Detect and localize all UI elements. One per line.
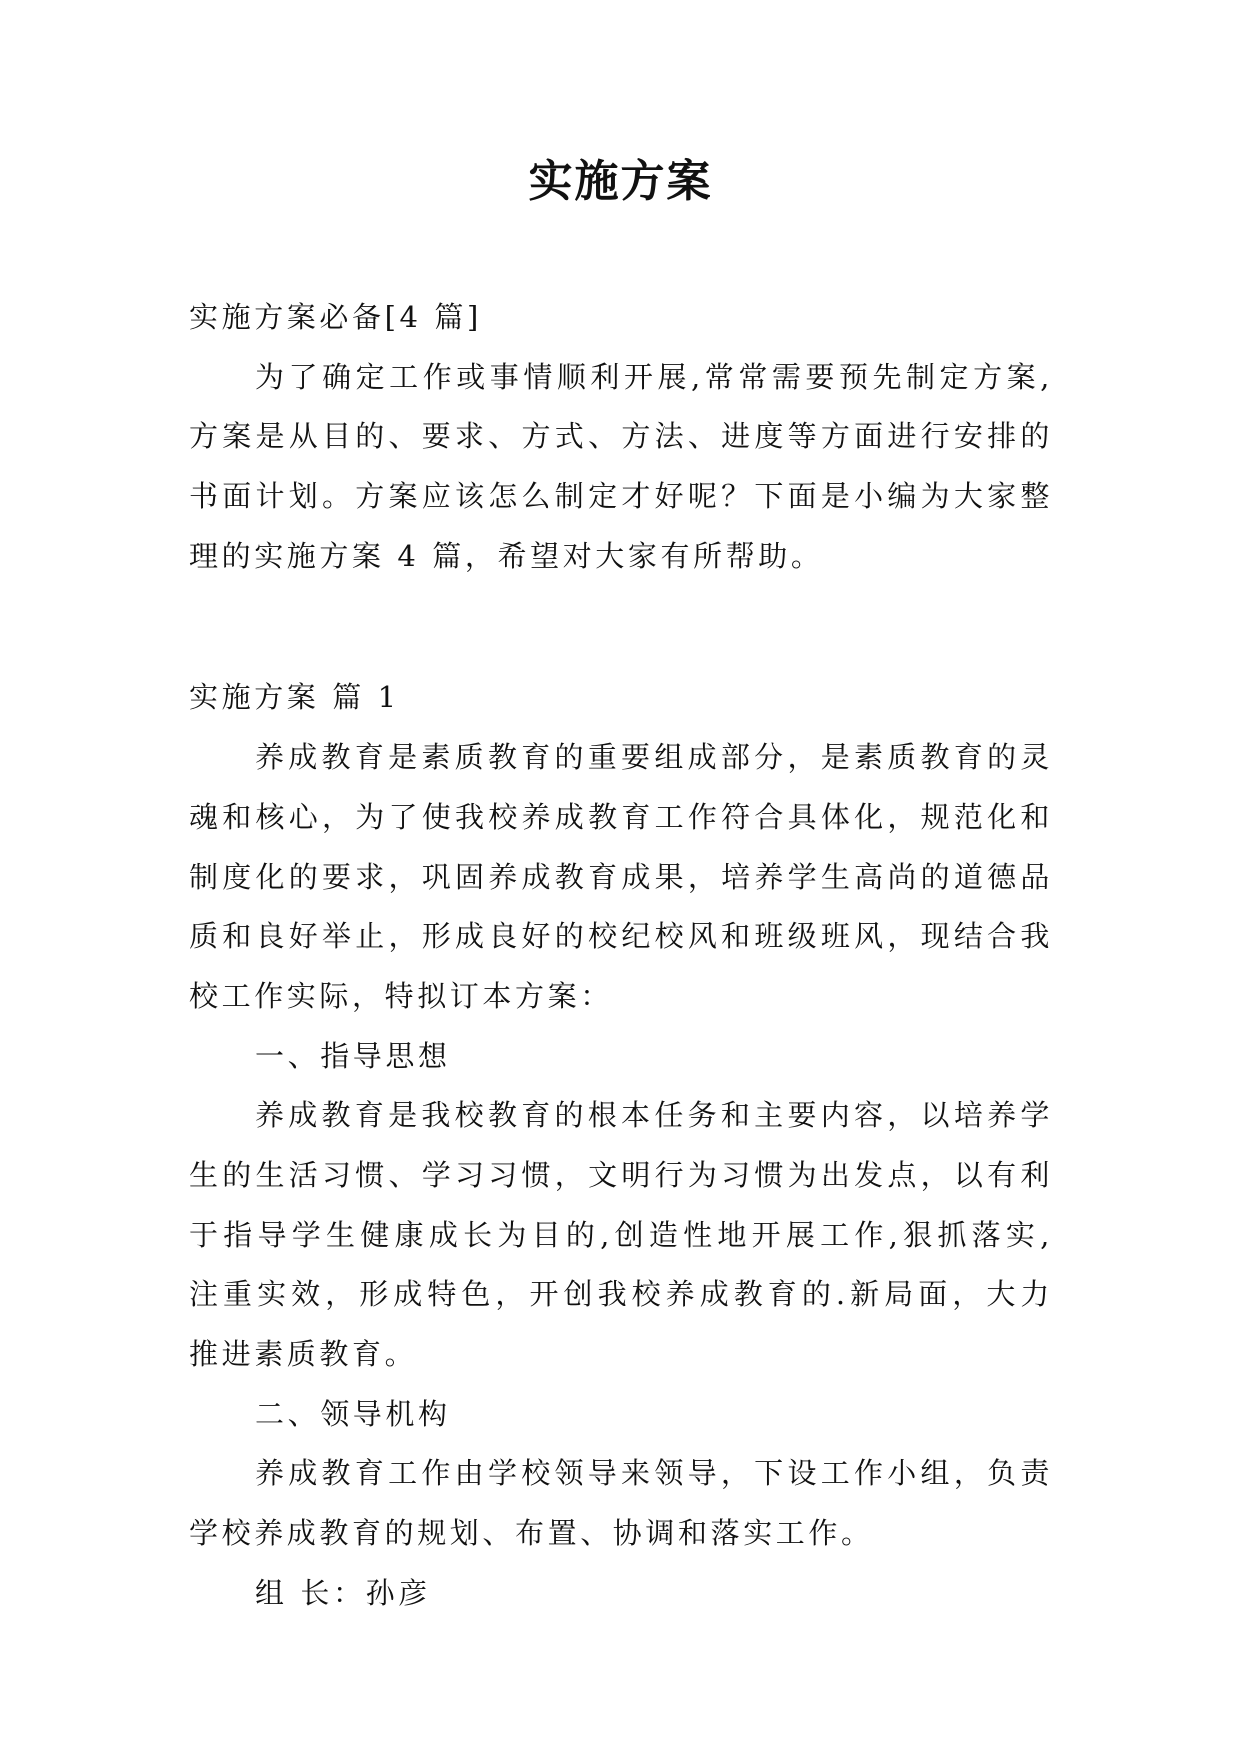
paragraph-line: 养成教育是我校教育的根本任务和主要内容，以培养学: [255, 1098, 1053, 1133]
paragraph-line: 于指导学生健康成长为目的,创造性地开展工作,狠抓落实,: [189, 1217, 1053, 1252]
paragraph-line: 方案是从目的、要求、方式、方法、进度等方面进行安排的: [189, 419, 1053, 454]
section-spacer: [189, 586, 1053, 668]
document-subtitle: 实施方案必备[4 篇]: [189, 300, 482, 334]
paragraph-line: 学校养成教育的规划、布置、协调和落实工作。: [189, 1516, 874, 1551]
subheading-leadership: 二、领导机构: [255, 1396, 451, 1431]
paragraph-line: 养成教育工作由学校领导来领导，下设工作小组，负责: [255, 1456, 1053, 1491]
paragraph-2: [189, 1086, 1053, 1384]
paragraph-line: 养成教育是素质教育的重要组成部分，是素质教育的灵: [255, 740, 1053, 775]
paragraph-line: 校工作实际，特拟订本方案：: [189, 978, 613, 1013]
intro-paragraph: [189, 348, 1053, 587]
paragraph-line: 生的生活习惯、学习习惯，文明行为习惯为出发点，以有利: [189, 1157, 1053, 1192]
paragraph-line: 注重实效，形成特色，开创我校养成教育的.新局面，大力: [189, 1277, 1053, 1312]
paragraph-line: 理的实施方案 4 篇，希望对大家有所帮助。: [189, 538, 824, 573]
paragraph-line: 制度化的要求，巩固养成教育成果，培养学生高尚的道德品: [189, 859, 1053, 894]
paragraph-line: 推进素质教育。: [189, 1337, 418, 1371]
paragraph-line: 魂和核心，为了使我校养成教育工作符合具体化，规范化和: [189, 799, 1053, 834]
document-body: [189, 288, 1053, 1623]
leader-line: 组 长：孙彦: [255, 1575, 431, 1610]
section-heading: 实施方案 篇 1: [189, 680, 400, 715]
paragraph-3: [189, 1444, 1053, 1563]
paragraph-line: 质和良好举止，形成良好的校纪校风和班级班风，现结合我: [189, 919, 1053, 954]
paragraph-1: [189, 728, 1053, 1026]
paragraph-line: 书面计划。方案应该怎么制定才好呢？下面是小编为大家整: [189, 479, 1053, 514]
subheading-guiding-ideology: 一、指导思想: [255, 1038, 451, 1073]
document-title: 实施方案: [528, 156, 713, 207]
paragraph-line: 为了确定工作或事情顺利开展,常常需要预先制定方案,: [255, 359, 1053, 394]
